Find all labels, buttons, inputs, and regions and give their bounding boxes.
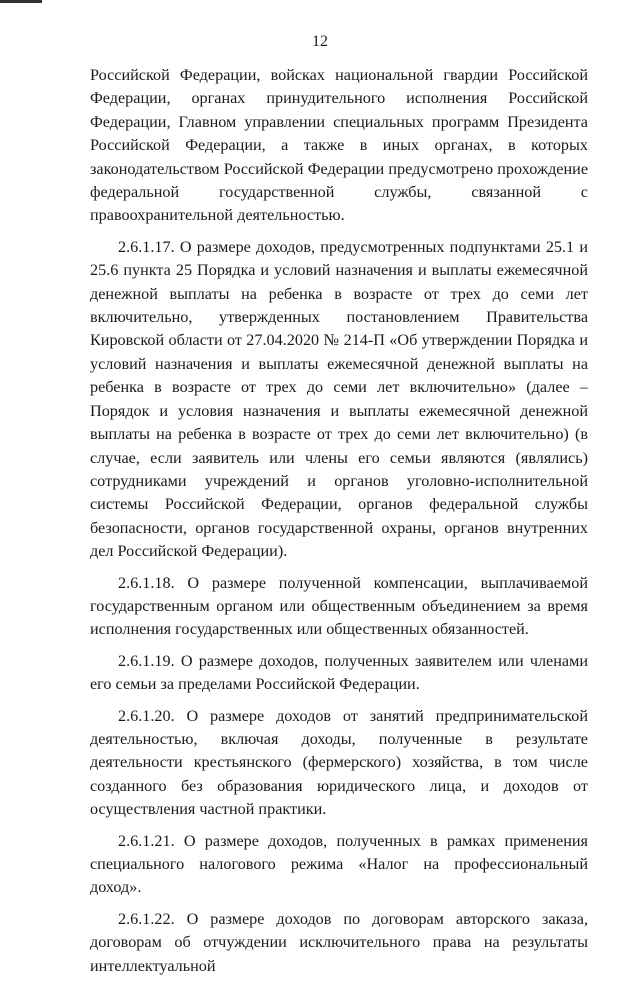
page-number: 12 bbox=[312, 33, 328, 50]
paragraph-2-6-1-17: 2.6.1.17. О размере доходов, предусмотренных подпунктами 25.1 и 25.6 пункта 25 Порядка и условий назначения и выплаты ежемесячной денежной выплаты на ребенка в возрасте от трех до семи лет включительно, утвержденных постановлением Правительства Кировской области от 27.04.2020 № 214-П «Об утверждении Порядка и условий назначения и выплаты ежемесячной денежной выплаты на ребенка в возрасте от трех до семи лет включительно» (далее – Порядок и условия назначения и выплаты ежемесячной денежной выплаты на ребенка в возрасте от трех до семи лет включительно) (в случае, если заявитель или члены его семьи являются (являлись) сотрудниками учреждений и органов уголовно-исполнительной системы Российской Федерации, органов федеральной службы безопасности, органов государственной охраны, органов внутренних дел Российской Федерации). bbox=[90, 237, 588, 561]
paragraph-2-6-1-22: 2.6.1.22. О размере доходов по договорам авторского заказа, договорам об отчуждении исключительного права на результаты интеллектуальной bbox=[90, 909, 588, 975]
paragraph-2-6-1-19: 2.6.1.19. О размере доходов, полученных заявителем или членами его семьи за пределами Российской Федерации. bbox=[90, 651, 588, 694]
paragraph-2-6-1-18: 2.6.1.18. О размере полученной компенсации, выплачиваемой государственным органом или общественным объединением за время исполнения государственных или общественных обязанностей. bbox=[90, 573, 588, 639]
paragraph-2-6-1-20: 2.6.1.20. О размере доходов от занятий предпринимательской деятельностью, включая доходы, полученные в результате деятельности крестьянского (фермерского) хозяйства, в том числе созданного без образования юридического лица, и доходов от осуществления частной практики. bbox=[90, 706, 588, 819]
paragraph-2-6-1-21: 2.6.1.21. О размере доходов, полученных в рамках применения специального налогового режима «Налог на профессиональный доход». bbox=[90, 831, 588, 897]
scan-corner-mark bbox=[0, 0, 42, 3]
document-body bbox=[90, 64, 588, 986]
paragraph-continuation: Российской Федерации, войсках национальной гвардии Российской Федерации, органах принудительного исполнения Российской Федерации, Главном управлении специальных программ Президента Российской Федерации, а также в иных органах, в которых законодательством Российской Федерации предусмотрено прохождение федеральной государственной службы, связанной с правоохранительной деятельностью. bbox=[90, 66, 588, 225]
